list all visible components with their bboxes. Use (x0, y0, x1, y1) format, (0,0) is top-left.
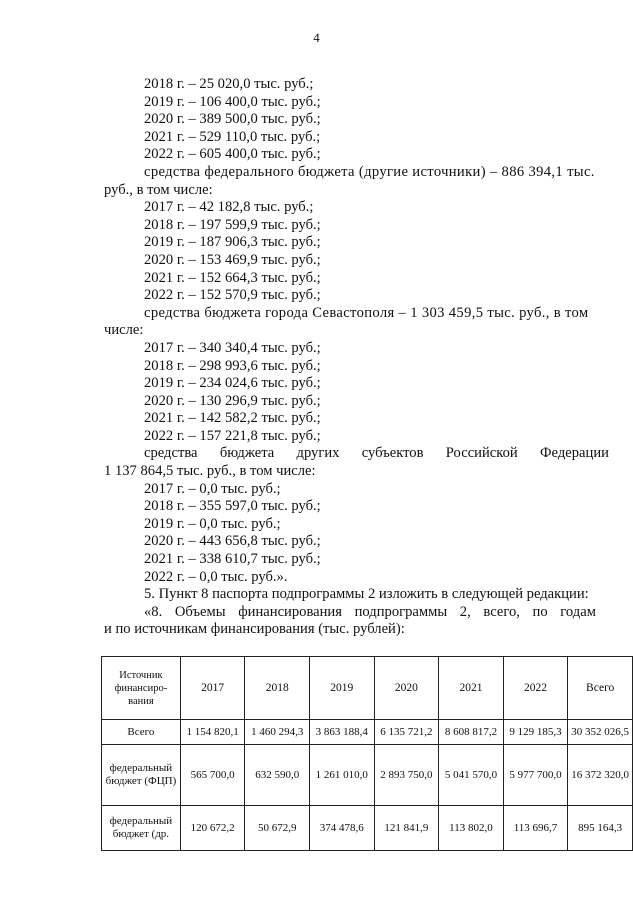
list-item: 2022 г. – 157 221,8 тыс. руб.; (144, 427, 321, 444)
table-cell: 16 372 320,0 (568, 745, 633, 806)
word: других (296, 445, 340, 462)
table-header-2019: 2019 (310, 657, 375, 720)
page-number: 4 (313, 30, 320, 45)
list-item: 2022 г. – 0,0 тыс. руб.». (144, 568, 288, 585)
table-cell: 5 977 700,0 (503, 745, 568, 806)
paragraph-other-subjects-cont: 1 137 864,5 тыс. руб., в том числе: (104, 463, 316, 480)
table-cell: 2 893 750,0 (374, 745, 439, 806)
financing-table (101, 656, 633, 851)
list-item: 2021 г. – 529 110,0 тыс. руб.; (144, 128, 321, 145)
table-row (102, 720, 633, 745)
table-cell: 6 135 721,2 (374, 720, 439, 745)
list-item: 2019 г. – 187 906,3 тыс. руб.; (144, 234, 321, 251)
table-row (102, 745, 633, 806)
table-cell: 5 041 570,0 (439, 745, 504, 806)
list-item: 2017 г. – 42 182,8 тыс. руб.; (144, 199, 314, 216)
list-item: 2020 г. – 153 469,9 тыс. руб.; (144, 251, 321, 268)
list-item: 2020 г. – 130 296,9 тыс. руб.; (144, 392, 321, 409)
paragraph-fed-other: средства федерального бюджета (другие источники) – 886 394,1 тыс. (144, 163, 595, 180)
table-header-2020: 2020 (374, 657, 439, 720)
table-cell-label: федеральный бюджет (ФЦП) (102, 745, 181, 806)
word: субъектов (361, 445, 424, 462)
list-item: 2022 г. – 605 400,0 тыс. руб.; (144, 146, 321, 163)
table-cell: 9 129 185,3 (503, 720, 568, 745)
paragraph-item-8: «8. Объемы финансирования подпрограммы 2, всего, по годам (144, 603, 596, 620)
list-item: 2021 г. – 338 610,7 тыс. руб.; (144, 551, 321, 568)
table-cell: 121 841,9 (374, 806, 439, 851)
table-header-2017: 2017 (180, 657, 245, 720)
table-cell: 1 154 820,1 (180, 720, 245, 745)
table-header-2018: 2018 (245, 657, 310, 720)
table-cell: 50 672,9 (245, 806, 310, 851)
paragraph-other-subjects (104, 445, 609, 463)
table-cell: 120 672,2 (180, 806, 245, 851)
table-cell-label: федеральный бюджет (др. (102, 806, 181, 851)
word: бюджета (219, 445, 275, 462)
table-cell: 374 478,6 (310, 806, 375, 851)
table-header-2022: 2022 (503, 657, 568, 720)
table-cell: 1 261 010,0 (310, 745, 375, 806)
document-body (104, 76, 609, 639)
table-cell: 3 863 188,4 (310, 720, 375, 745)
table-cell-label: Всего (102, 720, 181, 745)
table-header-2021: 2021 (439, 657, 504, 720)
table-cell: 632 590,0 (245, 745, 310, 806)
paragraph-sevastopol: средства бюджета города Севастополя – 1 303 459,5 тыс. руб., в том (144, 304, 589, 321)
table-cell: 30 352 026,5 (568, 720, 633, 745)
word: Российской (445, 445, 518, 462)
list-item: 2021 г. – 152 664,3 тыс. руб.; (144, 269, 321, 286)
list-item: 2022 г. – 152 570,9 тыс. руб.; (144, 287, 321, 304)
list-item: 2020 г. – 443 656,8 тыс. руб.; (144, 533, 321, 550)
list-item: 2018 г. – 25 020,0 тыс. руб.; (144, 76, 314, 92)
table-header-total: Всего (568, 657, 633, 720)
paragraph-item-8-cont: и по источникам финансирования (тыс. рублей): (104, 621, 405, 638)
paragraph-sevastopol-cont: числе: (104, 322, 144, 339)
list-item: 2021 г. – 142 582,2 тыс. руб.; (144, 410, 321, 427)
list-item: 2018 г. – 298 993,6 тыс. руб.; (144, 357, 321, 374)
table-cell: 113 802,0 (439, 806, 504, 851)
table-cell: 8 608 817,2 (439, 720, 504, 745)
list-item: 2017 г. – 340 340,4 тыс. руб.; (144, 339, 321, 356)
table-cell: 895 164,3 (568, 806, 633, 851)
table-cell: 1 460 294,3 (245, 720, 310, 745)
list-item: 2018 г. – 355 597,0 тыс. руб.; (144, 498, 321, 515)
word: Федерации (540, 445, 609, 462)
list-item: 2019 г. – 0,0 тыс. руб.; (144, 515, 281, 532)
list-item: 2019 г. – 234 024,6 тыс. руб.; (144, 375, 321, 392)
list-item: 2020 г. – 389 500,0 тыс. руб.; (144, 111, 321, 128)
list-item: 2017 г. – 0,0 тыс. руб.; (144, 480, 281, 497)
paragraph-item-5: 5. Пункт 8 паспорта подпрограммы 2 изложить в следующей редакции: (144, 586, 589, 603)
paragraph-fed-other-cont: руб., в том числе: (104, 181, 213, 198)
table-cell: 565 700,0 (180, 745, 245, 806)
table-header-row (102, 657, 633, 720)
table-header-source: Источник финансиро-вания (102, 657, 181, 720)
word: средства (144, 445, 198, 462)
list-item: 2019 г. – 106 400,0 тыс. руб.; (144, 93, 321, 110)
list-item: 2018 г. – 197 599,9 тыс. руб.; (144, 216, 321, 233)
table-row (102, 806, 633, 851)
table-cell: 113 696,7 (503, 806, 568, 851)
